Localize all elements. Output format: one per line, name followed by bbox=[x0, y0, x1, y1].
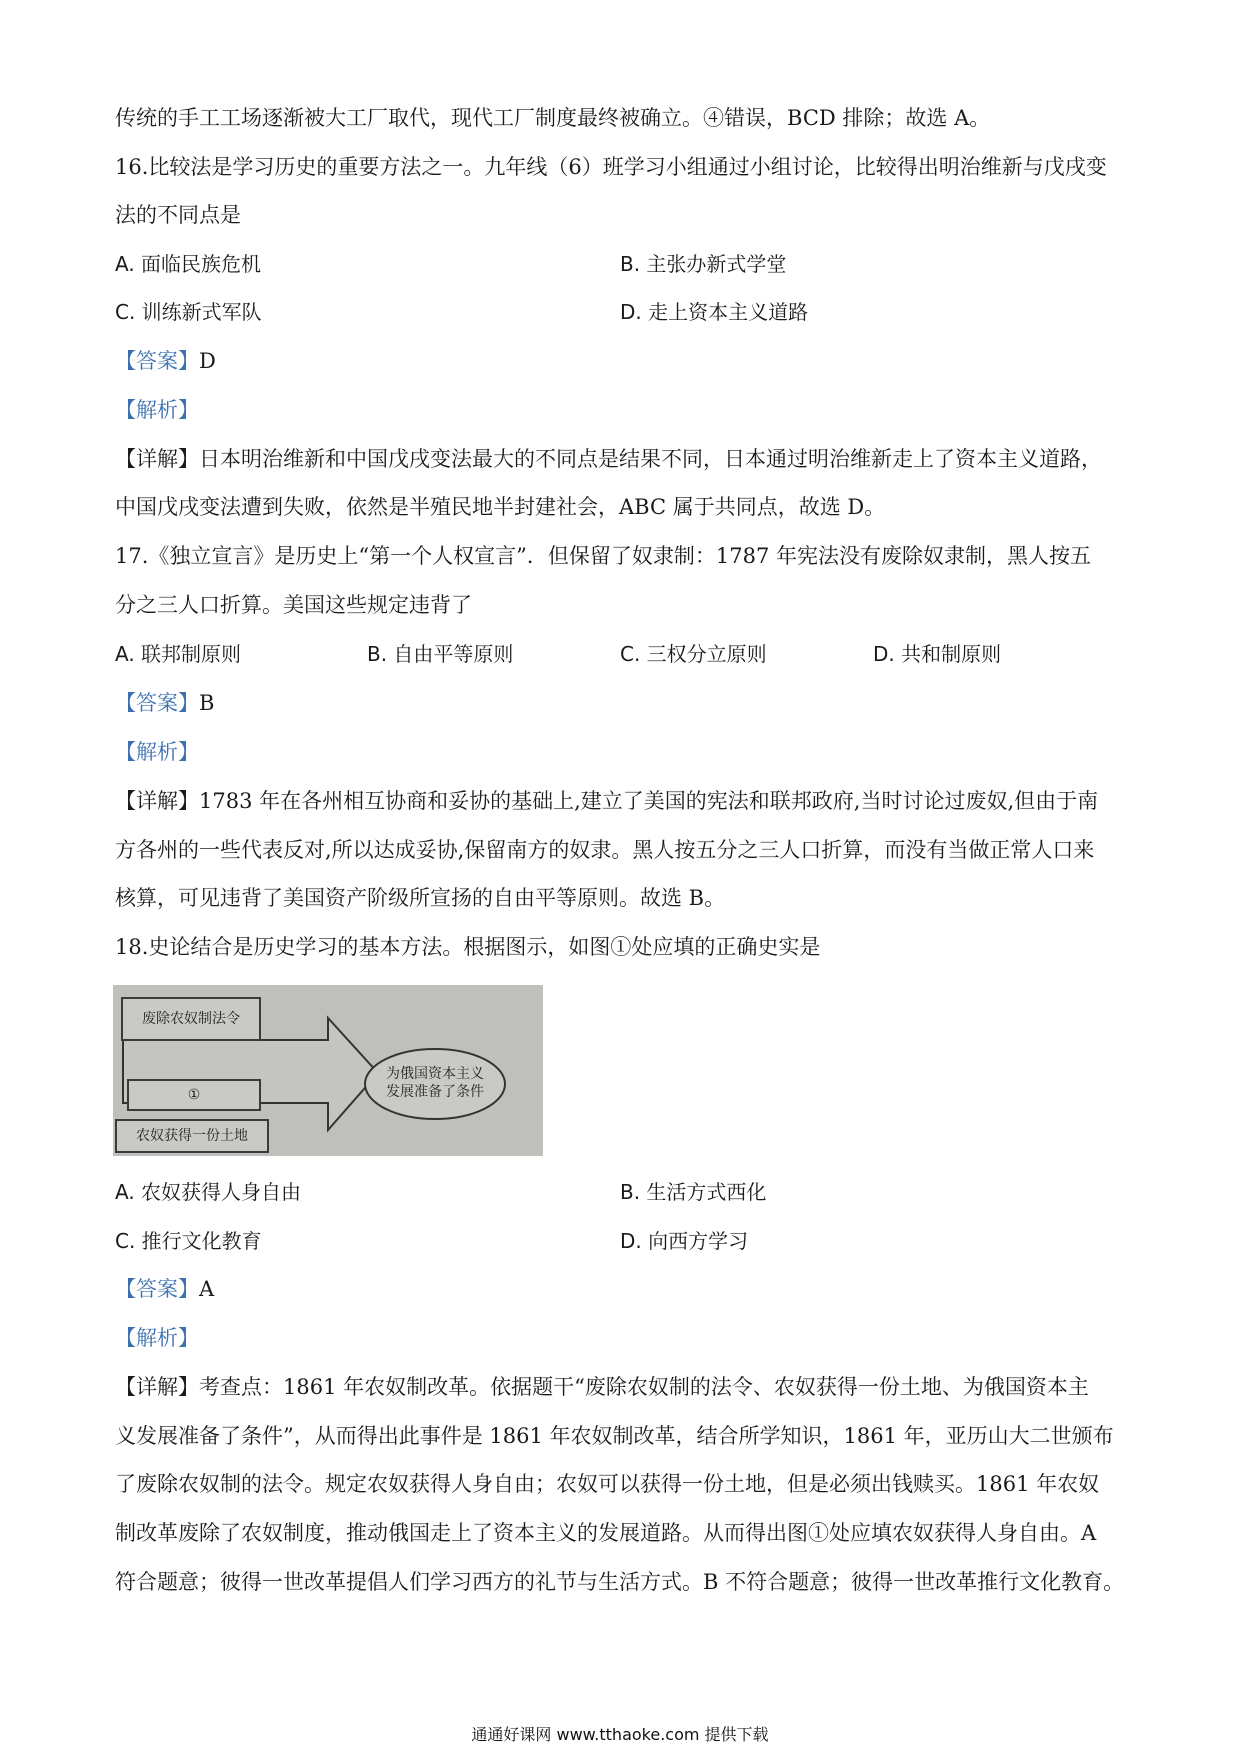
page-footer: 通通好课网 www.tthaoke.com 提供下载 bbox=[471, 1725, 769, 1744]
q17-detail-2: 方各州的一些代表反对,所以达成妥协,保留南方的奴隶。黑人按五分之三人口折算，而没有当做正常人口来 bbox=[115, 838, 1095, 862]
diagram-box-decree: 废除农奴制法令 bbox=[121, 997, 261, 1041]
diagram-oval-text: 为俄国资本主义 发展准备了条件 bbox=[386, 1066, 484, 1100]
q18-option-c: C. 推行文化教育 bbox=[115, 1229, 262, 1253]
q17-option-d: D. 共和制原则 bbox=[873, 642, 1002, 666]
q17-answer: 【答案】B bbox=[115, 691, 215, 715]
q18-detail-3: 了废除农奴制的法令。规定农奴获得人身自由；农奴可以获得一份土地，但是必须出钱赎买。1861 年农奴 bbox=[115, 1472, 1100, 1496]
question-17-stem: 17.《独立宣言》是历史上“第一个人权宣言”．但保留了奴隶制：1787 年宪法没有废除奴隶制，黑人按五 bbox=[115, 544, 1091, 568]
q17-analysis-tag: 【解析】 bbox=[115, 740, 199, 764]
q17-option-c: C. 三权分立原则 bbox=[620, 642, 767, 666]
q18-option-d: D. 向西方学习 bbox=[620, 1229, 749, 1253]
question-18-stem: 18.史论结合是历史学习的基本方法。根据图示，如图①处应填的正确史实是 bbox=[115, 935, 821, 959]
question-16-stem: 16.比较法是学习历史的重要方法之一。九年线（6）班学习小组通过小组讨论，比较得出明治维新与戊戌变 bbox=[115, 155, 1107, 179]
q18-option-b: B. 生活方式西化 bbox=[620, 1180, 767, 1204]
q16-detail-1: 【详解】日本明治维新和中国戊戌变法最大的不同点是结果不同，日本通过明治维新走上了资本主义道路， bbox=[115, 447, 1102, 471]
q16-analysis-tag: 【解析】 bbox=[115, 398, 199, 422]
q16-answer: 【答案】D bbox=[115, 349, 216, 373]
q17-detail-1: 【详解】1783 年在各州相互协商和妥协的基础上,建立了美国的宪法和联邦政府,当时讨论过废奴,但由于南 bbox=[115, 789, 1099, 813]
q16-option-a: A. 面临民族危机 bbox=[115, 252, 262, 276]
q17-detail-3: 核算，可见违背了美国资产阶级所宣扬的自由平等原则。故选 B。 bbox=[115, 886, 726, 910]
q16-option-c: C. 训练新式军队 bbox=[115, 300, 262, 324]
q18-answer: 【答案】A bbox=[115, 1277, 215, 1301]
question-17-stem-cont: 分之三人口折算。美国这些规定违背了 bbox=[115, 593, 472, 617]
q18-detail-4: 制改革废除了农奴制度，推动俄国走上了资本主义的发展道路。从而得出图①处应填农奴获得人身自由。A bbox=[115, 1521, 1097, 1545]
question-16-stem-cont: 法的不同点是 bbox=[115, 203, 241, 227]
text-line: 传统的手工工场逐渐被大工厂取代，现代工厂制度最终被确立。④错误，BCD 排除；故选 A。 bbox=[115, 106, 991, 130]
q16-option-b: B. 主张办新式学堂 bbox=[620, 252, 787, 276]
q16-option-d: D. 走上资本主义道路 bbox=[620, 300, 809, 324]
q17-option-b: B. 自由平等原则 bbox=[367, 642, 514, 666]
q18-detail-5: 符合题意；彼得一世改革提倡人们学习西方的礼节与生活方式。B 不符合题意；彼得一世改革推行文化教育。 bbox=[115, 1570, 1125, 1594]
q18-option-a: A. 农奴获得人身自由 bbox=[115, 1180, 302, 1204]
diagram-box-land: 农奴获得一份土地 bbox=[115, 1119, 269, 1153]
question-18-diagram bbox=[113, 985, 543, 1156]
q17-option-a: A. 联邦制原则 bbox=[115, 642, 242, 666]
q16-detail-2: 中国戊戌变法遭到失败，依然是半殖民地半封建社会，ABC 属于共同点，故选 D。 bbox=[115, 495, 886, 519]
q18-detail-2: 义发展准备了条件”，从而得出此事件是 1861 年农奴制改革，结合所学知识，1861 年，亚历山大二世颁布 bbox=[115, 1424, 1114, 1448]
diagram-box-blank: ① bbox=[127, 1079, 261, 1111]
q18-analysis-tag: 【解析】 bbox=[115, 1326, 199, 1350]
q18-detail-1: 【详解】考查点：1861 年农奴制改革。依据题干“废除农奴制的法令、农奴获得一份土地、为俄国资本主 bbox=[115, 1375, 1089, 1399]
